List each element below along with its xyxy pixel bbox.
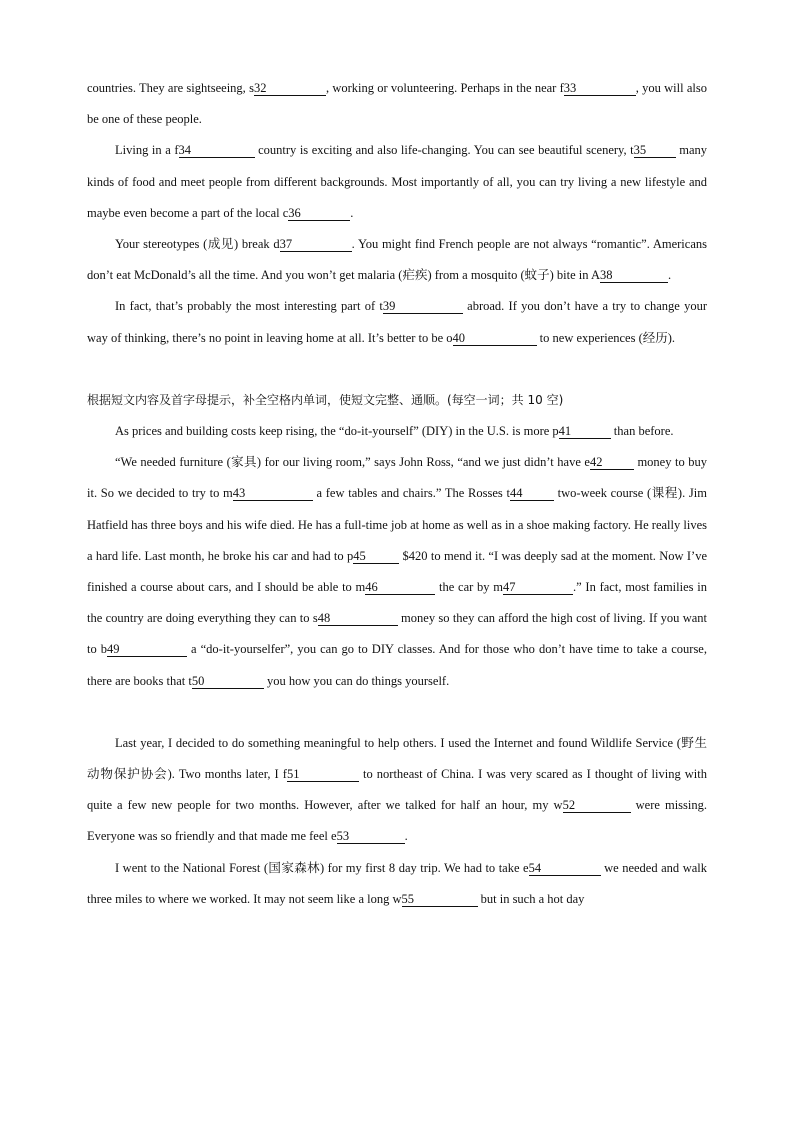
blank-41: 41	[559, 424, 611, 439]
text: , you will also be one of these people.	[87, 81, 707, 127]
blank-42: 42	[590, 455, 634, 470]
text: a “do-it-yourselfer”, you can go to DIY classes. And for those who don’t have time to take a course, there are books that t	[87, 642, 707, 688]
text: to new experiences (经历).	[536, 330, 676, 345]
blank-55: 55	[402, 892, 478, 907]
passage-3-paragraph-2	[87, 853, 707, 915]
blank-32: 32	[254, 81, 326, 96]
passage-1-paragraph-1	[87, 73, 707, 135]
blank-35: 35	[634, 143, 676, 158]
text: country is exciting and also life-changing. You can see beautiful scenery, t	[254, 143, 634, 158]
blank-49: 49	[107, 642, 187, 657]
text: you how you can do things yourself.	[263, 673, 450, 688]
passage-2-paragraph-1	[87, 416, 707, 447]
text: were missing. Everyone was so friendly and that made me feel e	[87, 798, 707, 844]
text: a few tables and chairs.” The Rosses t	[312, 486, 510, 501]
text: but in such a hot day	[477, 891, 585, 906]
blank-54: 54	[529, 861, 601, 876]
section-gap	[87, 697, 707, 728]
text: As prices and building costs keep rising, the “do-it-yourself” (DIY) in the U.S. is more p	[115, 424, 559, 439]
blank-53: 53	[337, 829, 405, 844]
blank-46: 46	[365, 580, 435, 595]
blank-47: 47	[503, 580, 573, 595]
text: “We needed furniture (家具) for our living room,” says John Ross, “and we just didn’t have e	[115, 455, 590, 470]
blank-52: 52	[563, 798, 631, 813]
text: , working or volunteering. Perhaps in the near f	[325, 81, 564, 95]
blank-44: 44	[510, 486, 554, 501]
blank-36: 36	[288, 206, 350, 221]
passage-1-paragraph-2	[87, 135, 707, 229]
document-page	[87, 73, 707, 915]
text: two-week course (课程). Jim Hatfield has three boys and his wife died. He has a full-time job at home as well as in a shoe making factory. He really lives a hard life. Last month, he broke his car and had to p	[87, 486, 707, 563]
passage-3-paragraph-1	[87, 728, 707, 853]
text: .	[404, 829, 408, 844]
blank-34: 34	[179, 143, 255, 158]
blank-33: 33	[564, 81, 636, 96]
blank-43: 43	[233, 486, 313, 501]
blank-39: 39	[383, 299, 463, 314]
text: the car by m	[435, 580, 504, 595]
text: . You might find French people are not always “romantic”. Americans don’t eat McDonald’s all the time. And you won’t get malaria (疟疾) from a mosquito (蚊子) bite in A	[87, 237, 707, 283]
passage-1-paragraph-4	[87, 291, 707, 353]
blank-50: 50	[192, 674, 264, 689]
text: $420 to mend it. “I was deeply sad at the moment. Now I’ve finished a course about cars, and I should be able to m	[87, 548, 707, 595]
text: we needed and walk three miles to where we worked. It may not seem like a long w	[87, 860, 707, 906]
text: I went to the National Forest (国家森林) for my first 8 day trip. We had to take e	[115, 860, 529, 875]
blank-45: 45	[353, 549, 399, 564]
text: money to buy it. So we decided to try to m	[87, 455, 707, 501]
blank-40: 40	[453, 331, 537, 346]
section-gap	[87, 354, 707, 385]
text: many kinds of food and meet people from different backgrounds. Most importantly of all, you can try living a new lifestyle and maybe even become a part of the local c	[87, 143, 707, 220]
text: .	[350, 205, 354, 220]
text: Your stereotypes (成见) break d	[115, 237, 280, 252]
text: abroad. If you don’t have a try to change your way of thinking, there’s no point in leaving home at all. It’s better to be o	[87, 299, 707, 345]
text: .	[668, 268, 672, 283]
passage-1-paragraph-3	[87, 229, 707, 291]
text: In fact, that’s probably the most interesting part of t	[115, 299, 383, 314]
text: countries. They are sightseeing, s	[87, 81, 254, 95]
blank-51: 51	[287, 767, 359, 782]
passage-2-paragraph-2	[87, 447, 707, 697]
text: to northeast of China. I was very scared as I thought of living with quite a few new people for two months. However, after we talked for half an hour, my w	[87, 767, 707, 813]
text: than before.	[610, 424, 674, 439]
section-instruction: 根据短文内容及首字母提示，补全空格内单词，使短文完整、通顺。(每空一词；共 10 空)	[87, 392, 564, 407]
text: Last year, I decided to do something meaningful to help others. I used the Internet and found Wildlife Service (野生动物保护协会). Two months later, I f	[87, 735, 707, 782]
blank-48: 48	[318, 611, 398, 626]
text: money so they can afford the high cost of living. If you want to b	[87, 611, 707, 657]
blank-38: 38	[600, 268, 668, 283]
blank-37: 37	[280, 237, 352, 252]
text: .” In fact, most families in the country are doing everything they can to s	[87, 580, 707, 626]
text: Living in a f	[115, 143, 179, 158]
